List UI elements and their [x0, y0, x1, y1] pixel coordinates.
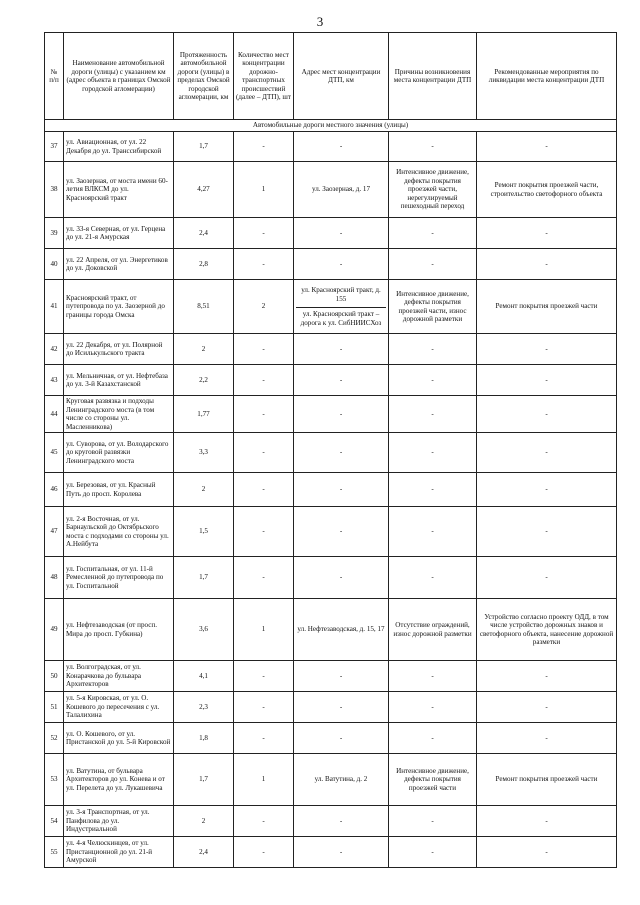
- road-name: ул. Березовая, от ул. Красный Путь до просп. Королева: [64, 473, 174, 507]
- road-length: 2: [174, 334, 234, 365]
- dtp-count: 1: [234, 754, 294, 806]
- table-row: [45, 249, 617, 280]
- page-number: 3: [316, 14, 324, 29]
- recommended-measures: -: [477, 557, 617, 599]
- road-length: 1,7: [174, 132, 234, 162]
- dtp-count: -: [234, 249, 294, 280]
- dtp-count: -: [234, 218, 294, 249]
- table-row: [45, 396, 617, 433]
- table-row: [45, 280, 617, 334]
- row-number: 46: [45, 473, 64, 507]
- dtp-causes: Интенсивное движение, дефекты покрытия проезжей части: [389, 754, 477, 806]
- dtp-causes: -: [389, 218, 477, 249]
- recommended-measures: -: [477, 249, 617, 280]
- section-row: [45, 120, 617, 132]
- road-name: ул. 22 Декабря, от ул. Полярной до Исилькульского тракта: [64, 334, 174, 365]
- recommended-measures: -: [477, 365, 617, 396]
- road-length: 2,2: [174, 365, 234, 396]
- table-row: [45, 334, 617, 365]
- table-row: [45, 692, 617, 723]
- recommended-measures: Устройство согласно проекту ОДД, в том числе устройство дорожных знаков и светофорного объекта, нанесение дорожной разметки: [477, 599, 617, 661]
- dtp-count: -: [234, 433, 294, 473]
- dtp-count: 2: [234, 280, 294, 334]
- road-name: ул. 22 Апреля, от ул. Энергетиков до ул. Доковской: [64, 249, 174, 280]
- dtp-count: -: [234, 334, 294, 365]
- dtp-concentration-table: [44, 32, 617, 868]
- road-name: ул. 4-я Челюскинцев, от ул. Пристанционной до ул. 21-й Амурской: [64, 837, 174, 868]
- recommended-measures: -: [477, 723, 617, 754]
- dtp-address: -: [294, 132, 389, 162]
- row-number: 47: [45, 507, 64, 557]
- road-length: 2: [174, 806, 234, 837]
- dtp-address: -: [294, 249, 389, 280]
- dtp-causes: -: [389, 249, 477, 280]
- row-number: 55: [45, 837, 64, 868]
- road-length: 2,3: [174, 692, 234, 723]
- road-name: ул. Заозерная, от моста имени 60-летия ВЛКСМ до ул. Красноярский тракт: [64, 162, 174, 218]
- table-row: [45, 599, 617, 661]
- dtp-count: -: [234, 806, 294, 837]
- dtp-count: -: [234, 132, 294, 162]
- dtp-causes: -: [389, 692, 477, 723]
- recommended-measures: Ремонт покрытия проезжей части: [477, 754, 617, 806]
- table-row: [45, 473, 617, 507]
- table-row: [45, 218, 617, 249]
- dtp-address-2: ул. Красноярский тракт – дорога к ул. СибНИИСХоз: [296, 307, 386, 329]
- dtp-address: -: [294, 365, 389, 396]
- dtp-address: -: [294, 557, 389, 599]
- road-length: 3,6: [174, 599, 234, 661]
- dtp-causes: -: [389, 557, 477, 599]
- row-number: 51: [45, 692, 64, 723]
- recommended-measures: Ремонт покрытия проезжей части: [477, 280, 617, 334]
- recommended-measures: -: [477, 433, 617, 473]
- row-number: 38: [45, 162, 64, 218]
- table-row: [45, 557, 617, 599]
- dtp-address: -: [294, 507, 389, 557]
- dtp-address-1: ул. Красноярский тракт, д. 155: [301, 286, 381, 303]
- recommended-measures: -: [477, 132, 617, 162]
- dtp-causes: -: [389, 806, 477, 837]
- row-number: 45: [45, 433, 64, 473]
- row-number: 53: [45, 754, 64, 806]
- road-name: ул. Волгоградская, от ул. Конарачкова до бульвара Архитекторов: [64, 661, 174, 692]
- recommended-measures: -: [477, 396, 617, 433]
- dtp-causes: -: [389, 365, 477, 396]
- recommended-measures: -: [477, 473, 617, 507]
- recommended-measures: -: [477, 837, 617, 868]
- dtp-count: -: [234, 723, 294, 754]
- road-name: ул. Суворова, от ул. Володарского до круговой развязки Ленинградского моста: [64, 433, 174, 473]
- recommended-measures: -: [477, 218, 617, 249]
- recommended-measures: -: [477, 692, 617, 723]
- dtp-address: -: [294, 334, 389, 365]
- dtp-address: -: [294, 837, 389, 868]
- road-length: 1,8: [174, 723, 234, 754]
- dtp-address: -: [294, 396, 389, 433]
- dtp-causes: -: [389, 132, 477, 162]
- header-length: Протяженность автомобильной дороги (улицы) в пределах Омской городской агломерации, км: [174, 33, 234, 120]
- dtp-causes: -: [389, 334, 477, 365]
- road-name: Красноярский тракт, от путепровода по ул. Заозерной до границы города Омска: [64, 280, 174, 334]
- dtp-causes: Интенсивное движение, дефекты покрытия проезжей части, нерегулируемый пешеходный переход: [389, 162, 477, 218]
- road-name: ул. 2-я Восточная, от ул. Барнаульской до Октябрьского моста с подходами со стороны ул. А.Нейбута: [64, 507, 174, 557]
- row-number: 52: [45, 723, 64, 754]
- road-length: 1,77: [174, 396, 234, 433]
- row-number: 41: [45, 280, 64, 334]
- dtp-count: 1: [234, 162, 294, 218]
- dtp-address: -: [294, 661, 389, 692]
- recommended-measures: -: [477, 806, 617, 837]
- row-number: 39: [45, 218, 64, 249]
- dtp-causes: -: [389, 473, 477, 507]
- dtp-address: [294, 280, 389, 334]
- dtp-count: -: [234, 661, 294, 692]
- table-header-row: [45, 33, 617, 120]
- dtp-count: -: [234, 396, 294, 433]
- dtp-address: -: [294, 806, 389, 837]
- road-length: 1,7: [174, 754, 234, 806]
- row-number: 49: [45, 599, 64, 661]
- dtp-address: -: [294, 433, 389, 473]
- section-title: Автомобильные дороги местного значения (улицы): [45, 120, 617, 132]
- dtp-count: -: [234, 837, 294, 868]
- table-row: [45, 365, 617, 396]
- table-row: [45, 661, 617, 692]
- dtp-address: -: [294, 692, 389, 723]
- dtp-count: -: [234, 692, 294, 723]
- dtp-address: -: [294, 723, 389, 754]
- road-name: ул. Госпитальная, от ул. 11-й Ремесленной до путепровода по ул. Госпитальной: [64, 557, 174, 599]
- dtp-causes: -: [389, 507, 477, 557]
- row-number: 43: [45, 365, 64, 396]
- road-name: ул. Ватутина, от бульвара Архитекторов до ул. Конева и от ул. Перелета до ул. Лукашевича: [64, 754, 174, 806]
- header-count: Количество мест концентрации дорожно-транспортных происшествий (далее – ДТП), шт: [234, 33, 294, 120]
- header-name: Наименование автомобильной дороги (улицы) с указанием км (адрес объекта в границах Омской городской агломерации): [64, 33, 174, 120]
- table-row: [45, 806, 617, 837]
- dtp-address: ул. Заозерная, д. 17: [294, 162, 389, 218]
- road-length: 1,5: [174, 507, 234, 557]
- road-length: 2,8: [174, 249, 234, 280]
- dtp-address: ул. Ватутина, д. 2: [294, 754, 389, 806]
- road-name: ул. 5-я Кировская, от ул. О. Кошевого до пересечения с ул. Талалихина: [64, 692, 174, 723]
- road-name: ул. Мельничная, от ул. Нефтебаза до ул. 3-й Казахстанской: [64, 365, 174, 396]
- dtp-causes: Отсутствие ограждений, износ дорожной разметки: [389, 599, 477, 661]
- road-length: 2,4: [174, 218, 234, 249]
- dtp-causes: Интенсивное движение, дефекты покрытия проезжей части, износ дорожной разметки: [389, 280, 477, 334]
- header-address: Адрес мест концентрации ДТП, км: [294, 33, 389, 120]
- header-measures: Рекомендованные мероприятия по ликвидации места концентрации ДТП: [477, 33, 617, 120]
- row-number: 42: [45, 334, 64, 365]
- dtp-count: 1: [234, 599, 294, 661]
- table-row: [45, 723, 617, 754]
- road-length: 2: [174, 473, 234, 507]
- road-length: 8,51: [174, 280, 234, 334]
- dtp-causes: -: [389, 396, 477, 433]
- table-row: [45, 132, 617, 162]
- dtp-causes: -: [389, 723, 477, 754]
- road-name: Круговая развязка и подходы Ленинградского моста (в том числе со стороны ул. Масленникова): [64, 396, 174, 433]
- dtp-causes: -: [389, 661, 477, 692]
- dtp-count: -: [234, 507, 294, 557]
- road-length: 1,7: [174, 557, 234, 599]
- road-name: ул. Нефтезаводская (от просп. Мира до просп. Губкина): [64, 599, 174, 661]
- dtp-count: -: [234, 557, 294, 599]
- row-number: 54: [45, 806, 64, 837]
- table-row: [45, 433, 617, 473]
- road-name: ул. 33-я Северная, от ул. Герцена до ул. 21-я Амурская: [64, 218, 174, 249]
- table-row: [45, 507, 617, 557]
- road-name: ул. 3-я Транспортная, от ул. Панфилова до ул. Индустриальной: [64, 806, 174, 837]
- row-number: 44: [45, 396, 64, 433]
- table-row: [45, 837, 617, 868]
- road-length: 4,1: [174, 661, 234, 692]
- table-row: [45, 162, 617, 218]
- dtp-address: ул. Нефтезаводская, д. 15, 17: [294, 599, 389, 661]
- table-row: [45, 754, 617, 806]
- header-causes: Причины возникновения места концентрации ДТП: [389, 33, 477, 120]
- dtp-count: -: [234, 365, 294, 396]
- road-name: ул. Авиационная, от ул. 22 Декабря до ул. Транссибирской: [64, 132, 174, 162]
- header-num: № п/п: [45, 33, 64, 120]
- road-length: 2,4: [174, 837, 234, 868]
- recommended-measures: -: [477, 507, 617, 557]
- road-length: 3,3: [174, 433, 234, 473]
- row-number: 48: [45, 557, 64, 599]
- dtp-address: -: [294, 218, 389, 249]
- recommended-measures: -: [477, 334, 617, 365]
- row-number: 40: [45, 249, 64, 280]
- dtp-causes: -: [389, 433, 477, 473]
- recommended-measures: Ремонт покрытия проезжей части, строительство светофорного объекта: [477, 162, 617, 218]
- dtp-count: -: [234, 473, 294, 507]
- dtp-causes: -: [389, 837, 477, 868]
- road-length: 4,27: [174, 162, 234, 218]
- row-number: 50: [45, 661, 64, 692]
- recommended-measures: -: [477, 661, 617, 692]
- row-number: 37: [45, 132, 64, 162]
- road-name: ул. О. Кошевого, от ул. Пристанской до ул. 5-й Кировской: [64, 723, 174, 754]
- dtp-address: -: [294, 473, 389, 507]
